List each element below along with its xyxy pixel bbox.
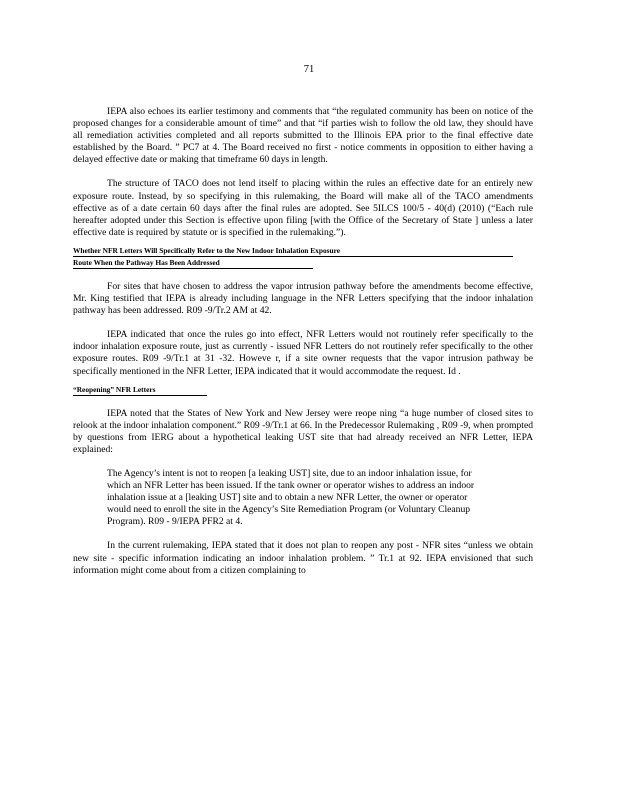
section-heading-nfr-letters-line2: Route When the Pathway Has Been Addressed: [73, 257, 533, 269]
paragraph-king-testimony: For sites that have chosen to address the vapor intrusion pathway before the amendments become effective, Mr. King testified that IEPA is already including language in the NFR Letters specifying that the indoor inhalation pathway has been addressed. R09 -9/Tr.2 AM at 42.: [73, 280, 533, 317]
page-number: 71: [303, 64, 315, 75]
paragraph-current-rulemaking: In the current rulemaking, IEPA stated that it does not plan to reopen any post - NFR sites “unless we obtain new site - specific information indicating an indoor inhalation problem. ” Tr.1 at 92. IEPA envisioned that such information might come about from a citizen complaining to: [73, 540, 533, 576]
section-heading-reopening: “Reopening” NFR Letters: [73, 384, 533, 396]
document-body: [73, 106, 533, 577]
paragraph-nfr-routine-reference: IEPA indicated that once the rules go into effect, NFR Letters would not routinely refer specifically to the indoor inhalation exposure route, just as currently - issued NFR Letters do not routinely refer specifically to the other exposure routes. R09 -9/Tr.1 at 31 -32. Howeve r, if a site owner requests that the vapor intrusion pathway be specifically mentioned in the NFR Letter, IEPA indicated that it would accommodate the request. Id .: [73, 329, 533, 377]
block-quote-agency-intent: The Agency’s intent is not to reopen [a leaking UST] site, due to an indoor inhalation issue, for which an NFR Letter has been issued. If the tank owner or operator wishes to address an indoor inhalation issue at a [leaking UST] site and to obtain a new NFR Letter, the owner or operator would need to enroll the site in the Agency’s Site Remediation Program (or Voluntary Cleanup Program). R09 - 9/IEPA PFR2 at 4.: [107, 467, 475, 528]
section-heading-nfr-letters-line1: Whether NFR Letters Will Specifically Refer to the New Indoor Inhalation Exposure: [73, 245, 533, 257]
paragraph-new-york-new-jersey: IEPA noted that the States of New York and New Jersey were reope ning “a huge number of closed sites to relook at the indoor inhalation component.” R09 -9/Tr.1 at 66. In the Predecessor Rulemaking , R09 -9, when prompted by questions from IERG about a hypothetical leaking UST site that had already received an NFR Letter, IEPA explained:: [73, 407, 533, 455]
paragraph-delayed-effective-date: IEPA also echoes its earlier testimony and comments that “the regulated community has been on notice of the proposed changes for a considerable amount of time” and that “if parties wish to follow the old law, they should have all remediation activities completed and all reports submitted to the Illinois EPA prior to the final effective date established by the Board. ” PC7 at 4. The Board received no first - notice comments in opposition to either having a delayed effective date or making that timeframe 60 days in length.: [73, 106, 533, 166]
paragraph-taco-structure: The structure of TACO does not lend itself to placing within the rules an effective date for an entirely new exposure route. Instead, by so specifying in this rulemaking, the Board will make all of the TACO amendments effective as of a date certain 60 days after the final rules are adopted. See 5ILCS 100/5 - 40(d) (2010) (“Each rule hereafter adopted under this Section is effective upon filing [with the Office of the Secretary of State ] unless a later effective date is required by statute or is specified in the rulemaking.”).: [73, 178, 533, 238]
